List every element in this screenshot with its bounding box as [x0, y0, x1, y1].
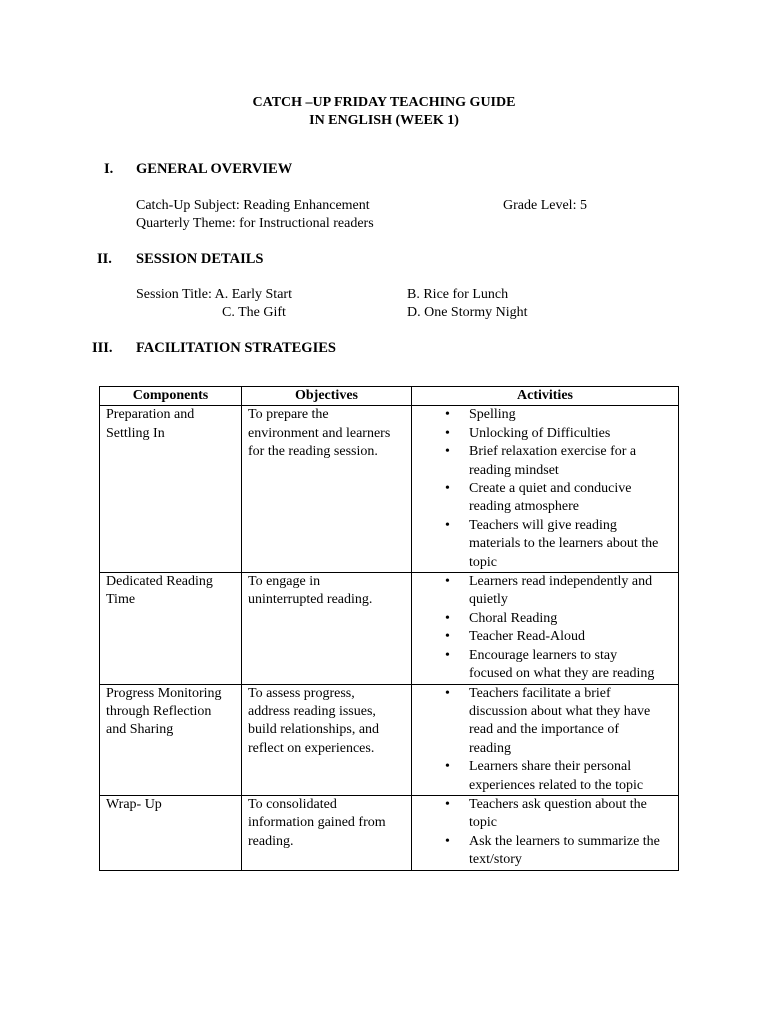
activity-item [445, 610, 672, 628]
activity-line: read and the importance of [469, 722, 620, 738]
cell-activities [412, 573, 679, 684]
bullet-dot-icon: • [445, 647, 450, 663]
header-activities: Activities [412, 387, 679, 406]
header-objectives: Objectives [242, 387, 412, 406]
bullet-dot-icon: • [445, 796, 450, 812]
objective-line: environment and learners [248, 425, 391, 441]
objective-line: for the reading session. [248, 444, 378, 460]
bullet-dot-icon: • [445, 685, 450, 701]
objective-line: To prepare the [248, 407, 329, 423]
bullet-dot-icon: • [445, 574, 450, 590]
activity-line: focused on what they are reading [469, 666, 655, 682]
session-title-a: Session Title: A. Early Start [136, 287, 292, 302]
table-row [100, 573, 679, 684]
session-title-b: B. Rice for Lunch [407, 287, 509, 302]
activity-line: text/story [469, 852, 522, 868]
activity-line: topic [469, 554, 497, 570]
table-row [100, 795, 679, 870]
activity-line: Learners share their personal [469, 759, 632, 775]
table-row [100, 684, 679, 795]
activity-item [445, 517, 672, 572]
bullet-dot-icon: • [445, 444, 450, 460]
session-title-d: D. One Stormy Night [407, 305, 528, 320]
activity-item [445, 647, 672, 684]
activity-line: Learners read independently and [469, 574, 653, 590]
table-header-row [100, 387, 679, 406]
cell-activities [412, 795, 679, 870]
quarterly-theme: Quarterly Theme: for Instructional readers [136, 216, 374, 231]
bullet-dot-icon: • [445, 407, 450, 423]
bullet-dot-icon: • [445, 610, 450, 626]
activity-line: Teacher Read-Aloud [469, 629, 586, 645]
component-line: Wrap- Up [106, 796, 162, 812]
activity-line: Brief relaxation exercise for a [469, 444, 637, 460]
objective-line: information gained from [248, 815, 386, 831]
activity-item [445, 443, 672, 480]
component-line: and Sharing [106, 722, 174, 738]
facilitation-table [99, 386, 679, 871]
catchup-subject: Catch-Up Subject: Reading Enhancement [136, 198, 370, 213]
activity-item [445, 758, 672, 795]
activity-line: reading atmosphere [469, 499, 580, 515]
activity-item [445, 833, 672, 870]
section-2-title: SESSION DETAILS [136, 251, 264, 267]
cell-objective [242, 406, 412, 573]
activity-line: Unlocking of Difficulties [469, 425, 611, 441]
activity-item [445, 628, 672, 646]
activity-line: discussion about what they have [469, 703, 651, 719]
bullet-dot-icon: • [445, 481, 450, 497]
activity-line: Teachers ask question about the [469, 796, 647, 812]
component-line: through Reflection [106, 703, 212, 719]
section-1-number: I. [104, 161, 114, 177]
activity-line: Spelling [469, 407, 516, 423]
cell-objective [242, 573, 412, 684]
cell-component [100, 795, 242, 870]
objective-line: address reading issues, [248, 703, 376, 719]
component-line: Dedicated Reading [106, 574, 213, 590]
activities-list [418, 685, 672, 795]
activities-list [418, 796, 672, 870]
activity-item [445, 406, 672, 424]
activity-line: Ask the learners to summarize the [469, 833, 660, 849]
activity-line: reading mindset [469, 462, 559, 478]
objective-line: To engage in [248, 574, 321, 590]
doc-title-line1: CATCH –UP FRIDAY TEACHING GUIDE [252, 95, 516, 110]
activity-line: Teachers will give reading [469, 517, 617, 533]
objective-line: build relationships, and [248, 722, 380, 738]
section-3-title: FACILITATION STRATEGIES [136, 340, 336, 356]
component-line: Progress Monitoring [106, 685, 222, 701]
objective-line: uninterrupted reading. [248, 592, 373, 608]
cell-activities [412, 406, 679, 573]
cell-objective [242, 684, 412, 795]
table-row [100, 406, 679, 573]
cell-component [100, 406, 242, 573]
objective-line: reading. [248, 833, 294, 849]
section-1-title: GENERAL OVERVIEW [136, 161, 293, 177]
bullet-dot-icon: • [445, 759, 450, 775]
component-line: Time [106, 592, 136, 608]
section-2-number: II. [97, 251, 112, 267]
activity-line: experiences related to the topic [469, 777, 644, 793]
activity-line: materials to the learners about the [469, 536, 659, 552]
cell-component [100, 684, 242, 795]
grade-level: Grade Level: 5 [503, 198, 587, 213]
bullet-dot-icon: • [445, 425, 450, 441]
cell-activities [412, 684, 679, 795]
objective-line: reflect on experiences. [248, 740, 375, 756]
activity-item [445, 796, 672, 833]
header-components: Components [100, 387, 242, 406]
objective-line: To assess progress, [248, 685, 355, 701]
activity-line: Teachers facilitate a brief [469, 685, 611, 701]
activities-list [418, 406, 672, 572]
cell-objective [242, 795, 412, 870]
bullet-dot-icon: • [445, 517, 450, 533]
activity-line: reading [469, 740, 511, 756]
component-line: Preparation and [106, 407, 195, 423]
activity-item [445, 425, 672, 443]
cell-component [100, 573, 242, 684]
activity-line: quietly [469, 592, 508, 608]
bullet-dot-icon: • [445, 833, 450, 849]
activity-item [445, 480, 672, 517]
activity-item [445, 573, 672, 610]
activity-item [445, 685, 672, 759]
section-3-number: III. [92, 340, 113, 356]
objective-line: To consolidated [248, 796, 337, 812]
doc-title-line2: IN ENGLISH (WEEK 1) [309, 113, 459, 128]
activity-line: Encourage learners to stay [469, 647, 618, 663]
activities-list [418, 573, 672, 683]
bullet-dot-icon: • [445, 629, 450, 645]
session-title-c: C. The Gift [222, 305, 286, 320]
component-line: Settling In [106, 425, 165, 441]
activity-line: Choral Reading [469, 610, 558, 626]
activity-line: topic [469, 815, 497, 831]
activity-line: Create a quiet and conducive [469, 481, 632, 497]
